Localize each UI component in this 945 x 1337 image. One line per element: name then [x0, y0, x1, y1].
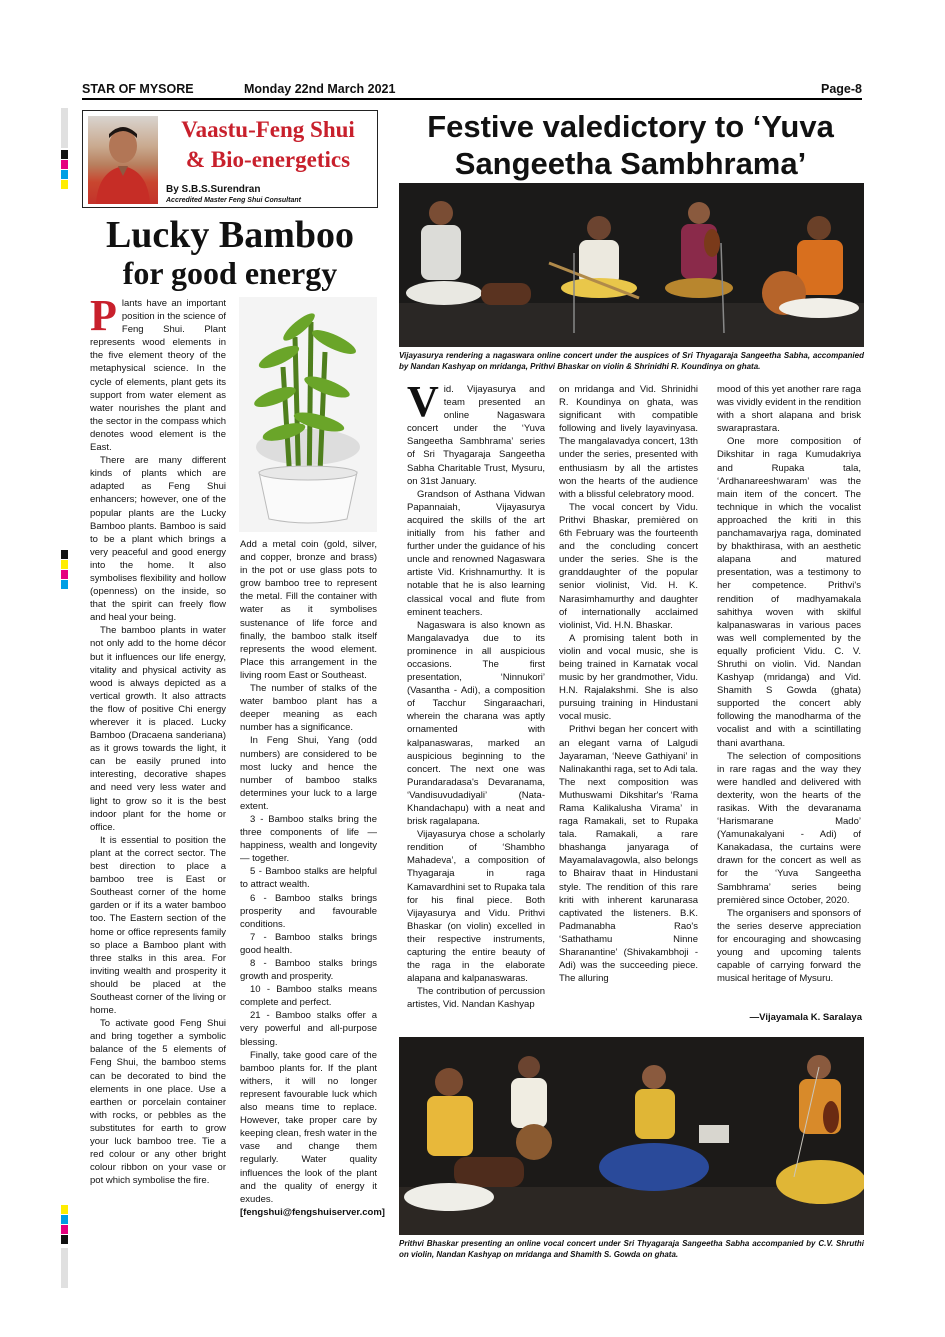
concert-paragraph: One more composition of Dikshitar in raga Kumudakriya and Rupaka tala, ‘Ardhanareeshwaram’ was the main item of the concert. The technique in which the vocalist approached the kriti in this panchamavarjya raga, dominated by bhakthirasa, with an aesthetic alapana and matured presentation, was a testimony to her competence. Prithvi's rendition of madhyamakala sahithya woven with skilful kalpanaswaras in various paces was well complemented by the equally proficient Vidu. C. V. Shruthi on violin. Vid. Nandan Kashyap (mridanga) and Vid. Shamith S Gowda (ghata) supported the concert ably following the manodharma of the vocalist and with a scintillating thani avarthana. [717, 436, 861, 749]
concert-paragraph: on mridanga and Vid. Shrinidhi R. Koundinya on ghata, was significant with compatible following and lively layavinyasa. The mangalavadya concert, 13th under the series, presented with enthusiasm by all the artistes won the hearts of the audience with a blissful celebratory mood. [559, 384, 698, 500]
headline-concert-line1: Festive valedictory to ‘Yuva [427, 109, 834, 144]
concert-photo-nagaswara [399, 183, 864, 347]
byline-title: Accredited Master Feng Shui Consultant [166, 197, 301, 204]
concert-paragraph: The organisers and sponsors of the series deserve appreciation for encouraging and showcasing young and upcoming talents capable of carrying forward the musical heritage of Mysuru. [717, 907, 861, 985]
bamboo-paragraph: 21 - Bamboo stalks offer a very powerful and all-purpose blessing. [240, 1010, 377, 1048]
headline-concert-line2: Sangeetha Sambhrama’ [454, 146, 807, 181]
author-portrait [88, 116, 158, 204]
dropcap-p: P [90, 291, 117, 340]
bamboo-paragraph: Finally, take good care of the bamboo plants for. If the plant withers, it will no longer represent favourable luck which also means time to replace. However, take proper care by keeping clean, fresh water in the vase and change them regularly. Water quality influences the look of the plant and the quality of energy it exudes. [240, 1049, 377, 1205]
bamboo-paragraph: Plants have an important position in the science of Feng Shui. Plant represents wood elements in the five element theory of the metaphysical science. In the cycle of elements, plant gets its support from water element as water nourishes the plant and the sector in the compass which denotes wood element is the East. [90, 291, 226, 454]
photo-caption-2: Prithvi Bhaskar presenting an online vocal concert under Sri Thyagaraja Sangeetha Sabha accompanied by C.V. Shruthi on violin, Nandan Kashyap on mridanga and Shamith S. Gowda on ghata. [399, 1239, 864, 1259]
concert-paragraph: The vocal concert by Vidu. Prithvi Bhaskar, premièred on 6th February was the fourteenth and the concluding concert under the series. She is the granddaughter of the popular senior violinist, Vid. H. K. Narasimhamurthy and daughter of internationally acclaimed violinist, Vid. H.N. Bhaskar. [559, 501, 698, 631]
paper-name: STAR OF MYSORE [82, 82, 194, 96]
bamboo-paragraph: The number of stalks of the water bamboo plant has a deeper meaning as each number has a significance. [240, 683, 377, 734]
bamboo-paragraph: There are many different kinds of plants which are adapted as Feng Shui enhancers; however, one of the popular plants are the Lucky Bamboo plants. Bamboo is said to be a plant which brings a very peaceful and good energy into the home. It also symbolises flexibility and hollow (openness) on the inside, so that the spirit can freely flow and heal your being. [90, 455, 226, 624]
bamboo-paragraph: 10 - Bamboo stalks means complete and perfect. [240, 984, 377, 1009]
bamboo-paragraph: Add a metal coin (gold, silver, and copper, bronze and brass) in the pot or use glass pots to grow bamboo tree to represent the metal. Fill the container with water as it symbolises sustenance of life force and finally, the bamboo stalk itself represents the wood element. Place this arrangement in the living room East or Southeast. [240, 539, 377, 681]
concert-photo-vocal [399, 1037, 864, 1235]
bamboo-column-1 [90, 291, 226, 1187]
photo-caption-1: Vijayasurya rendering a nagaswara online concert under the auspices of Sri Thyagaraja Sangeetha Sabha, accompanied by Nandan Kashyap on mridanga, Prithvi Bhaskar on violin & Shrinidhi R. Koundinya on ghata. [399, 351, 864, 371]
concert-paragraph: Vid. Vijayasurya and team presented an online Nagaswara concert under the ‘Yuva Sangeetha Sambhrama’ series of Sri Thyagaraja Sangeetha Sabha Charitable Trust, Mysuru, on 31st January. [407, 377, 545, 487]
bamboo-paragraph: 7 - Bamboo stalks brings good health. [240, 931, 377, 956]
bamboo-paragraph: 6 - Bamboo stalks brings prosperity and favourable conditions. [240, 892, 377, 930]
page-header [82, 82, 862, 98]
concert-column-1 [407, 377, 545, 1012]
headline-bamboo-line1: Lucky Bamboo [105, 214, 355, 256]
concert-paragraph: Nagaswara is also known as Mangalavadya due to its prominence in all auspicious occasions. The first presentation, ‘Ninnukori’ (Vasantha - Adi), a composition of Tacchur Singaraachari, wherein the charana was aptly ornamented with kalpanaswaras, marked an auspicious beginning to the concert. The next one was Purandaradasa's Devaranama, ‘Vandisuvudadiyali’ (Nata-Khandachapu) with a neat and brisk ragalapana. [407, 619, 545, 828]
email-address: [fengshui@fengshuiserver.com] [240, 1206, 385, 1218]
column-kicker-line1: Vaastu-Feng Shui [181, 117, 355, 142]
page-number: Page-8 [821, 82, 862, 96]
bamboo-paragraph: It is essential to position the plant at the correct sector. The best direction to place a bamboo tree is East or Southeast corner of the home garden or if its a water bamboo too. The Eastern section of the home or office represents family so place a Bamboo plant with three stalks in this area. For inviting wealth and prosperity it should be placed at the Southeast corner of the living or home. [90, 834, 226, 1017]
issue-date: Monday 22nd March 2021 [244, 82, 396, 96]
lucky-bamboo-photo [239, 297, 377, 532]
concert-column-2 [559, 383, 698, 985]
concert-paragraph: Prithvi began her concert with an elegant varna of Lalgudi Jayaraman, ‘Neeve Gathiyani’ in Nalinakanthi raga, set to Adi tala. The next composition was Muthuswami Dikshitar's ‘Rama Rama Kalikalusha Virama’ in raga Ramakali, set to Rupaka tala. Ramakali, a rare bhashanga janyaraga of Mayamalavagowla, also belongs to Bhairav thaat in Hindustani style. The rendition of this rare kriti with inherent karunarasa captivated the listeners. B.K. Padmanabha Rao's ‘Sathathamu Ninne Sharanantine’ (Shivakambhoji - Adi) was the succeeding piece. The alluring [559, 724, 698, 985]
column-kicker-line2: & Bio-energetics [185, 147, 351, 172]
concert-paragraph: The selection of compositions in rare ragas and the way they were handled and delivered with dexterity, won the hearts of the rasikas. With the devaranama ‘Harismarane Mado’ (Yamunakalyani - Adi) of Kanakadasa, the curtains were drawn for the concert as well as for the ‘Yuva Sangeetha Sambhrama’ series being premièred since October, 2020. [717, 750, 861, 906]
bamboo-paragraph: To activate good Feng Shui and bring together a symbolic balance of the 5 elements of Feng Shui, the bamboo stems can be decorated to bind the elements in one place. Use a earthen or porcelain container with rocks, or pebbles as the substitutes for earth to grow your luck bamboo tree. Tie a red colour or any other bright colour ribbon on your vase or pot which symbolise the fire. [90, 1018, 226, 1187]
byline: By S.B.S.Surendran [166, 184, 261, 195]
concert-paragraph: The contribution of percussion artistes, Vid. Nandan Kashyap [407, 986, 545, 1011]
concert-paragraph: Grandson of Asthana Vidwan Papannaiah, Vijayasurya acquired the skills of the art initially from his father and further under the guidance of his uncle and renowned Nagaswara artiste Vid. Krishnamurthy. It is notable that he is also learning classical vocal and flute from eminent teachers. [407, 488, 545, 618]
dropcap-v: V [407, 377, 439, 426]
headline-concert [398, 108, 863, 182]
concert-column-3 [717, 383, 861, 985]
bamboo-paragraph: 5 - Bamboo stalks are helpful to attract wealth. [240, 866, 377, 891]
concert-paragraph: mood of this yet another rare raga was vividly evident in the rendition with a short alapana and brisk swaraprastara. [717, 384, 861, 435]
author-signoff: —Vijayamala K. Saralaya [749, 1012, 862, 1023]
bamboo-column-2 [240, 538, 385, 1219]
headline-bamboo-line2: for good energy [122, 255, 338, 291]
bamboo-paragraph: In Feng Shui, Yang (odd numbers) are considered to be most lucky and hence the number of bamboo stalks determines your luck to a large extent. [240, 735, 377, 812]
bamboo-paragraph: 8 - Bamboo stalks brings growth and prosperity. [240, 958, 377, 983]
concert-paragraph: Vijayasurya chose a scholarly rendition of ‘Shambho Mahadeva’, a composition of Thyagaraja in raga Kamavardhini set to Rupaka tala for his final piece. Both Vijayasurya and Vidu. Prithvi Bhaskar (on violin) excelled in their respective instruments, capturing the entire beauty of the raga in the elaborate alapana and kalpanaswaras. [407, 829, 545, 985]
header-rule [82, 98, 862, 100]
bamboo-paragraph: The bamboo plants in water not only add to the home décor but it influences our life energy, vitality and physical activity as wood is always depicted as a vertical growth. It also attracts the flow of positive Chi energy wherever it is placed. Lucky Bamboo (Dracaena sanderiana) as it grows towards the light, it can be easily pruned into interesting, decorative shapes and need very less water and light to grow so it is the best indoor plant for the home or office. [90, 625, 226, 833]
bamboo-paragraph: 3 - Bamboo stalks bring the three components of life — happiness, wealth and longevity — together. [240, 813, 377, 865]
concert-paragraph: A promising talent both in violin and vocal music, she is being trained in Karnatak vocal music by her grandmother, Vidu. H.N. Rajalakshmi. She is also pursuing training in Hindustani vocal music. [559, 632, 698, 723]
